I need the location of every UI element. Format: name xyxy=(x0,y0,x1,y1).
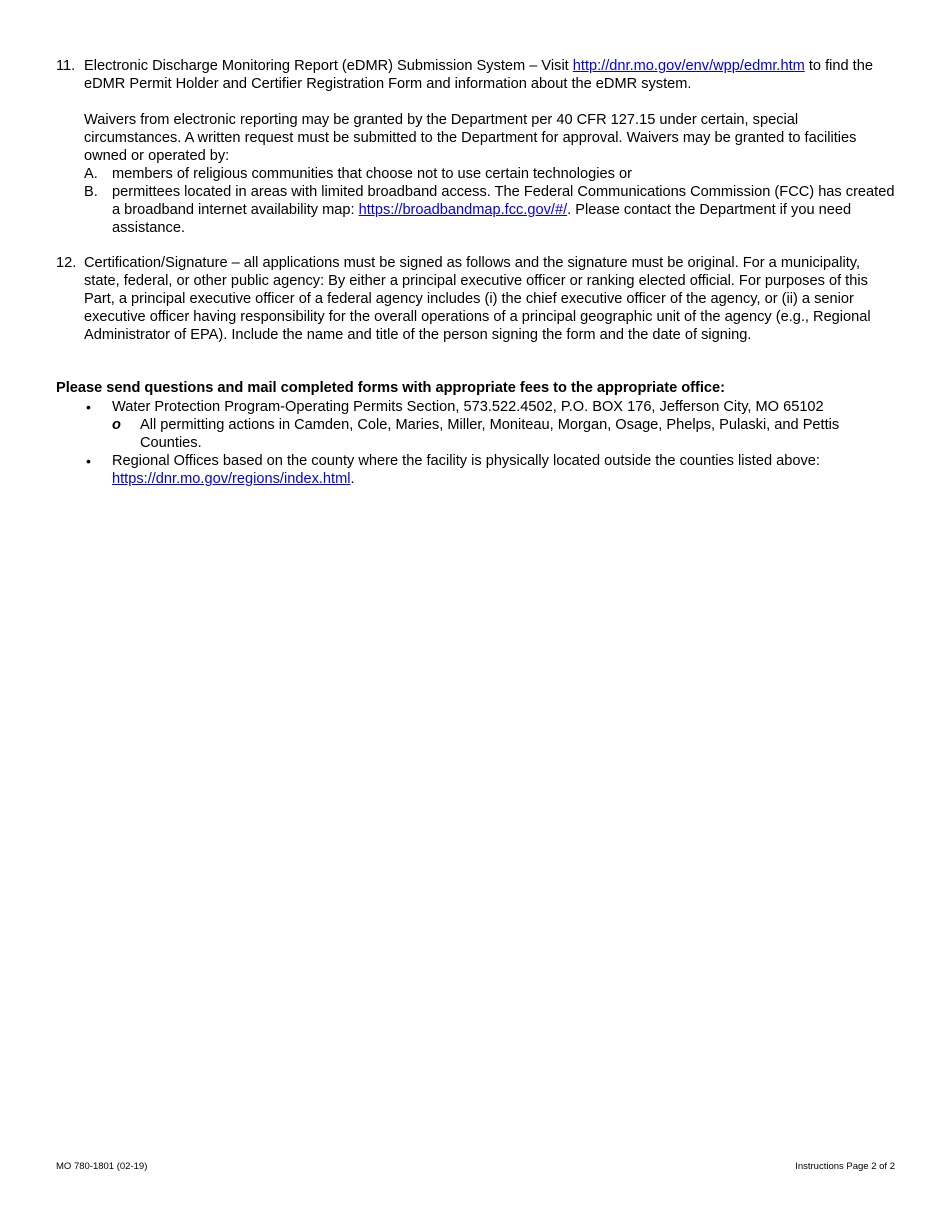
item-11-number: 11. xyxy=(56,58,76,74)
item-12-text: Certification/Signature – all applications must be signed as follows and the signature must be original. For a municipality, state, federal, or other public agency: By either a principal executive officer or ranking elected official. For purposes of this Part, a principal executive officer of a federal agency includes (i) the chief executive officer of the agency, or (ii) a senior executive officer having responsibility for the overall operations of a principal geographic unit of the agency (e.g., Regional Administrator of EPA). Include the name and title of the person signing the form and the date of signing. xyxy=(84,255,871,343)
list-item-b-after: . Please contact the Department if you need assistance. xyxy=(112,202,852,236)
item-12-number: 12. xyxy=(56,255,77,271)
page-label: Instructions Page 2 of 2 xyxy=(795,1161,895,1172)
form-number: MO 780-1801 (02-19) xyxy=(56,1161,148,1172)
list-item-b-text xyxy=(112,183,896,237)
regions-link[interactable]: https://dnr.mo.gov/regions/index.html xyxy=(112,471,351,487)
item-11-text-after: to find the eDMR Permit Holder and Certifier Registration Form and information about the eDMR system. xyxy=(84,58,873,92)
item-11-text-before: Electronic Discharge Monitoring Report (eDMR) Submission System – Visit xyxy=(84,58,573,74)
edmr-link[interactable]: http://dnr.mo.gov/env/wpp/edmr.htm xyxy=(572,58,805,74)
waiver-paragraph: Waivers from electronic reporting may be granted by the Department per 40 CFR 127.15 under certain, special circumstances. A written request must be submitted to the Department for approval. Waivers may be granted to facilities owned or operated by: xyxy=(84,112,857,164)
list-item-a-text: members of religious communities that choose not to use certain technologies or xyxy=(112,166,632,182)
regional-after: . xyxy=(350,471,355,487)
water-protection-sub-text: All permitting actions in Camden, Cole, Maries, Miller, Moniteau, Morgan, Osage, Phelps, Pulaski, and Pettis Counties. xyxy=(140,417,840,451)
list-item-b-before: permittees located in areas with limited broadband access. The Federal Communications Commission (FCC) has created a broadband internet availability map: xyxy=(112,184,895,218)
bullet-regional: • xyxy=(86,453,91,469)
item-11-text xyxy=(84,57,896,93)
water-protection-text: Water Protection Program-Operating Permits Section, 573.522.4502, P.O. BOX 176, Jefferson City, MO 65102 xyxy=(112,399,824,415)
broadband-map-link[interactable]: https://broadbandmap.fcc.gov/#/ xyxy=(358,202,568,218)
list-letter-a: A. xyxy=(84,166,98,182)
regional-text: Regional Offices based on the county where the facility is physically located outside the counties listed above: xyxy=(112,453,820,469)
regional-offices-text xyxy=(112,452,896,488)
mail-heading: Please send questions and mail completed forms with appropriate fees to the appropriate office: xyxy=(56,380,726,396)
list-letter-b: B. xyxy=(84,184,98,200)
sub-bullet-icon: o xyxy=(112,417,121,433)
bullet-water-protection: • xyxy=(86,399,91,415)
